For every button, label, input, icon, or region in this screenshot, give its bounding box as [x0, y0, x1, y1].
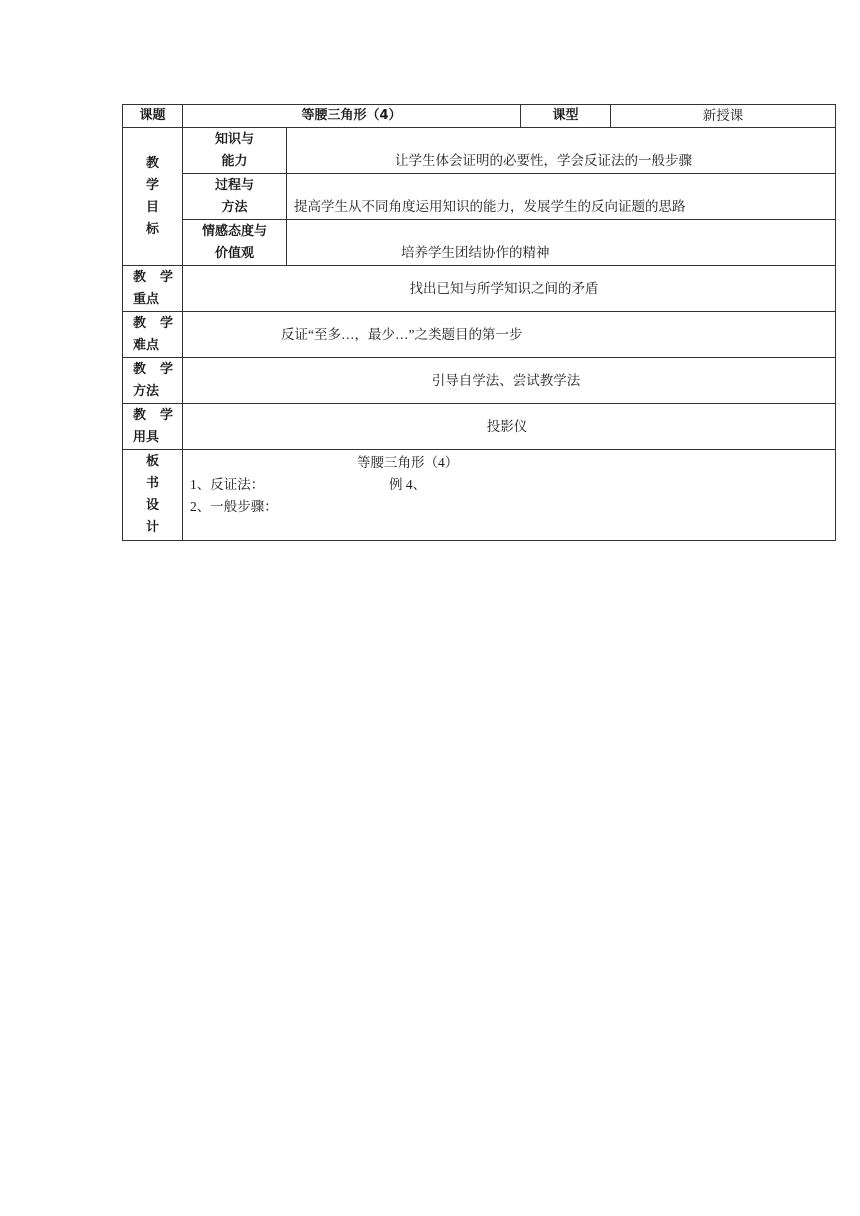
objective-text-knowledge: 让学生体会证明的必要性，学会反证法的一般步骤	[287, 128, 836, 174]
board-design-row	[123, 450, 836, 541]
objective-row-knowledge	[123, 128, 836, 174]
header-row	[123, 105, 836, 128]
section-label-key-points: 教 学 重点	[123, 266, 183, 312]
objective-row-process	[123, 174, 836, 220]
section-row-tools	[123, 404, 836, 450]
objective-row-attitude	[123, 220, 836, 266]
board-title: 等腰三角形（4）	[357, 455, 459, 470]
section-text-key-points: 找出已知与所学知识之间的矛盾	[183, 266, 836, 312]
section-label-difficulties: 教 学 难点	[123, 312, 183, 358]
type-value: 新授课	[611, 105, 836, 128]
objective-text-process: 提高学生从不同角度运用知识的能力，发展学生的反向证题的思路	[287, 174, 836, 220]
objectives-label: 教 学 目 标	[123, 128, 183, 266]
section-text-methods: 引导自学法、尝试教学法	[183, 358, 836, 404]
board-design-label: 板 书 设 计	[123, 450, 183, 541]
board-item-1: 1、反证法：	[190, 477, 265, 492]
lesson-plan-table	[122, 104, 836, 541]
objective-label-knowledge: 知识与 能力	[183, 128, 287, 174]
section-row-difficulties	[123, 312, 836, 358]
objective-label-attitude: 情感态度与 价值观	[183, 220, 287, 266]
topic-label: 课题	[123, 105, 183, 128]
board-example: 例 4、	[389, 477, 427, 492]
section-label-tools: 教 学 用具	[123, 404, 183, 450]
objective-label-process: 过程与 方法	[183, 174, 287, 220]
section-label-methods: 教 学 方法	[123, 358, 183, 404]
topic-value: 等腰三角形（4）	[183, 105, 521, 128]
section-text-difficulties: 反证“至多…，最少…”之类题目的第一步	[183, 312, 836, 358]
section-row-key-points	[123, 266, 836, 312]
section-text-tools: 投影仪	[183, 404, 836, 450]
objective-text-attitude: 培养学生团结协作的精神	[287, 220, 836, 266]
type-label: 课型	[521, 105, 611, 128]
board-design-content	[183, 450, 836, 541]
section-row-methods	[123, 358, 836, 404]
board-item-2: 2、一般步骤：	[190, 499, 278, 514]
